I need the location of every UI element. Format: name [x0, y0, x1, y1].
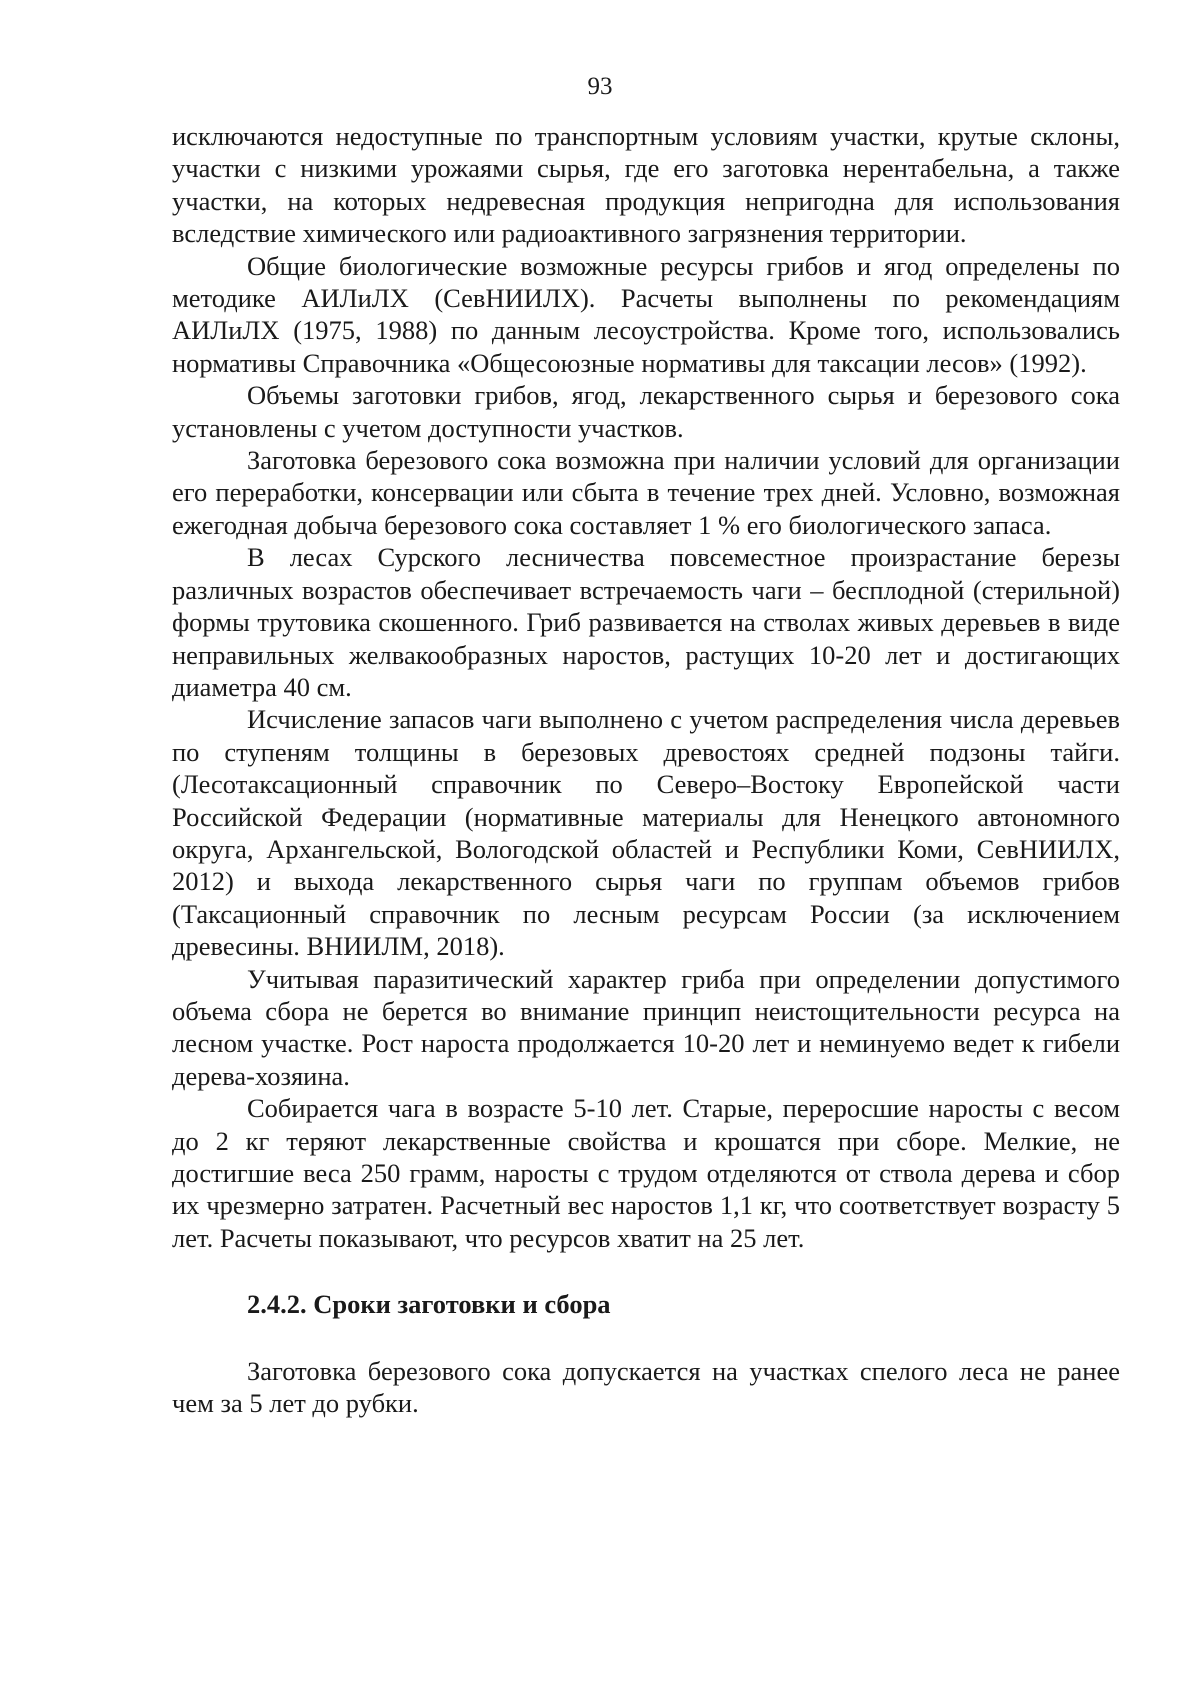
paragraph-harvest-volumes: Объемы заготовки грибов, ягод, лекарственного сырья и березового сока установлены с учетом доступности участков.	[172, 380, 1120, 443]
paragraph-biological-resources: Общие биологические возможные ресурсы грибов и ягод определены по методике АИЛиЛХ (СевНИИЛХ). Расчеты выполнены по рекомендациям АИЛиЛХ (1975, 1988) по данным лесоустройства. Кроме того, использовались нормативы Справочника «Общесоюзные нормативы для таксации лесов» (1992).	[172, 250, 1120, 378]
paragraph-birch-sap: Заготовка березового сока возможна при наличии условий для организации его переработки, консервации или сбыта в течение трех дней. Условно, возможная ежегодная добыча березового сока составляет 1 % его биологического запаса.	[172, 445, 1120, 540]
section-heading: 2.4.2. Сроки заготовки и сбора	[247, 1289, 611, 1320]
paragraph-chaga-collection: Собирается чага в возрасте 5-10 лет. Старые, переросшие наросты с весом до 2 кг теряют лекарственные свойства и крошатся при сборе. Мелкие, не достигшие веса 250 грамм, наросты с трудом отделяются от ствола дерева и сбор их чрезмерно затратен. Расчетный вес наростов 1,1 кг, что соответствует возрасту 5 лет. Расчеты показывают, что ресурсов хватит на 25 лет.	[172, 1093, 1120, 1253]
paragraph-sap-timing: Заготовка березового сока допускается на участках спелого леса не ранее чем за 5 лет до рубки.	[172, 1355, 1120, 1419]
paragraph-chaga-reserves: Исчисление запасов чаги выполнено с учетом распределения числа деревьев по ступеням толщины в березовых древостоях средней подзоны тайги. (Лесотаксационный справочник по Северо–Востоку Европейской части Российской Федерации (нормативные материалы для Ненецкого автономного округа, Архангельской, Вологодской областей и Республики Коми, СевНИИЛХ, 2012) и выхода лекарственного сырья чаги по группам объемов грибов (Таксационный справочник по лесным ресурсам России (за исключением древесины. ВНИИЛМ, 2018).	[172, 704, 1120, 962]
paragraph-continuation: исключаются недоступные по транспортным условиям участки, крутые склоны, участки с низкими урожаями сырья, где его заготовка нерентабельна, а также участки, на которых недревесная продукция непригодна для использования вследствие химического или радиоактивного загрязнения территории.	[172, 121, 1120, 249]
page-body	[172, 120, 1120, 1419]
paragraph-chaga-occurrence: В лесах Сурского лесничества повсеместное произрастание березы различных возрастов обеспечивает встречаемость чаги – бесплодной (стерильной) формы трутовика скошенного. Гриб развивается на стволах живых деревьев в виде неправильных желвакообразных наростов, растущих 10-20 лет и достигающих диаметра 40 см.	[172, 542, 1120, 702]
page-number: 93	[587, 73, 613, 100]
paragraph-parasitic-nature: Учитывая паразитический характер гриба при определении допустимого объема сбора не берется во внимание принцип неистощительности ресурса на лесном участке. Рост нароста продолжается 10-20 лет и неминуемо ведет к гибели дерева-хозяина.	[172, 963, 1120, 1091]
